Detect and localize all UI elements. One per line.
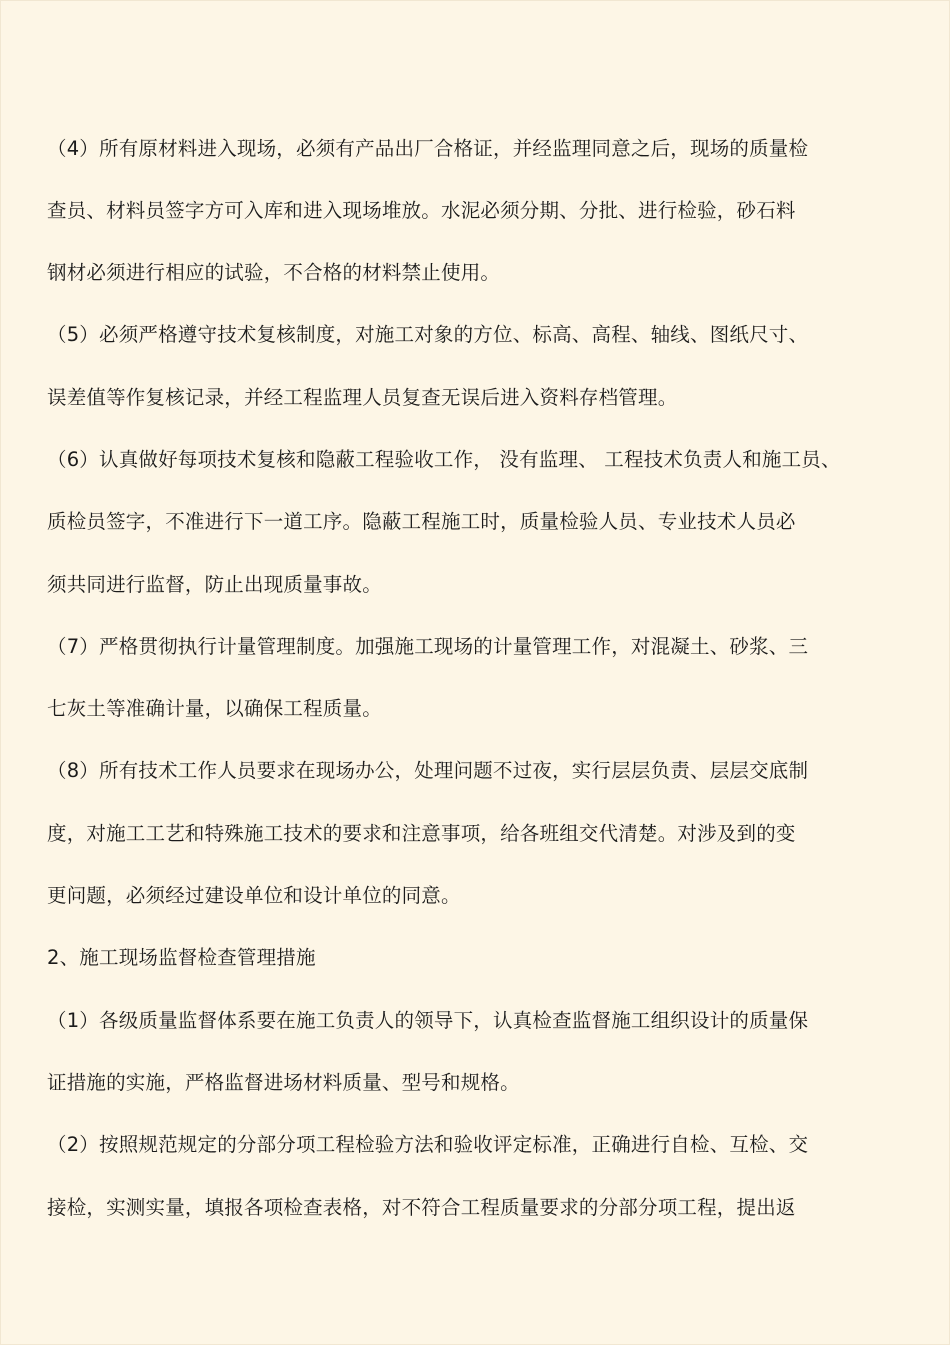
text-line: （8）所有技术工作人员要求在现场办公，处理问题不过夜，实行层层负责、层层交底制 [47,759,809,782]
text-line: 度，对施工工艺和特殊施工技术的要求和注意事项，给各班组交代清楚。对涉及到的变 [47,822,796,845]
text-line: （1）各级质量监督体系要在施工负责人的领导下，认真检查监督施工组织设计的质量保 [47,1009,809,1032]
text-line: 钢材必须进行相应的试验，不合格的材料禁止使用。 [47,261,501,284]
section-heading: 2、施工现场监督检查管理措施 [47,946,316,969]
text-line: （6）认真做好每项技术复核和隐蔽工程验收工作， 没有监理、 工程技术负责人和施工员、 [47,448,841,471]
text-line: （4）所有原材料进入现场，必须有产品出厂合格证，并经监理同意之后，现场的质量检 [47,137,809,160]
text-line: 更问题，必须经过建设单位和设计单位的同意。 [47,884,461,907]
text-line: 七灰土等准确计量，以确保工程质量。 [47,697,382,720]
text-line: 误差值等作复核记录，并经工程监理人员复查无误后进入资料存档管理。 [47,386,678,409]
text-line: 须共同进行监督，防止出现质量事故。 [47,573,382,596]
text-line: 查员、材料员签字方可入库和进入现场堆放。水泥必须分期、分批、进行检验，砂石料 [47,199,796,222]
text-line: 质检员签字，不准进行下一道工序。隐蔽工程施工时，质量检验人员、专业技术人员必 [47,510,796,533]
text-line: （2）按照规范规定的分部分项工程检验方法和验收评定标准，正确进行自检、互检、交 [47,1133,809,1156]
text-line: （7）严格贯彻执行计量管理制度。加强施工现场的计量管理工作，对混凝土、砂浆、三 [47,635,809,658]
text-line: （5）必须严格遵守技术复核制度，对施工对象的方位、标高、高程、轴线、图纸尺寸、 [47,323,809,346]
text-line: 接检，实测实量，填报各项检查表格，对不符合工程质量要求的分部分项工程，提出返 [47,1196,796,1219]
text-line: 证措施的实施，严格监督进场材料质量、型号和规格。 [47,1071,520,1094]
